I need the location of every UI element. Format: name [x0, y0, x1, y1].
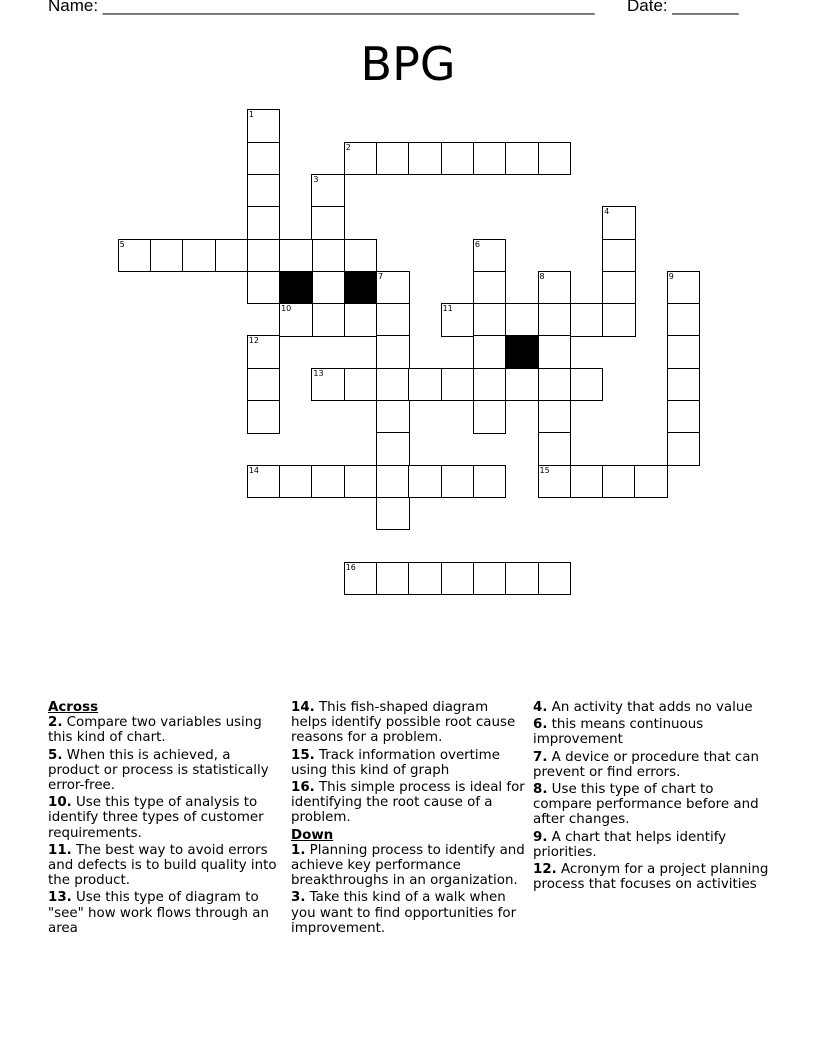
clue-number: 9: [668, 271, 674, 281]
grid-cell[interactable]: [667, 303, 701, 337]
clue-number: 2: [345, 142, 351, 152]
grid-cell[interactable]: [538, 400, 572, 434]
clue-item: [48, 795, 280, 841]
clue-number: 7: [378, 271, 384, 281]
clue-number-label: 7.: [533, 749, 548, 765]
clue-item: [533, 750, 773, 780]
grid-cell[interactable]: [344, 239, 378, 273]
clue-number: 1: [248, 110, 254, 120]
clue-number-label: 5.: [48, 747, 63, 763]
grid-cell[interactable]: [247, 400, 281, 434]
grid-cell[interactable]: [408, 562, 442, 596]
grid-cell[interactable]: [376, 142, 410, 176]
grid-cell[interactable]: [602, 303, 636, 337]
grid-cell[interactable]: [505, 142, 539, 176]
clue-item: [533, 700, 773, 715]
grid-cell[interactable]: [247, 465, 281, 499]
clue-text: The best way to avoid errors and defects is to build quality into the product.: [48, 842, 277, 889]
grid-cell[interactable]: [311, 174, 345, 208]
grid-cell[interactable]: [344, 142, 378, 176]
clue-number-label: 1.: [291, 842, 306, 858]
clue-item: [291, 890, 527, 936]
grid-cell[interactable]: [538, 142, 572, 176]
down-clue-list-continued: [533, 700, 773, 892]
grid-cell[interactable]: [667, 432, 701, 466]
grid-cell[interactable]: [634, 465, 668, 499]
clue-number: 8: [539, 271, 545, 281]
grid-cell[interactable]: [473, 335, 507, 369]
grid-cell[interactable]: [667, 335, 701, 369]
grid-cell[interactable]: [376, 562, 410, 596]
clue-text: Track information overtime using this kind of graph: [291, 747, 500, 778]
clue-number: 12: [248, 336, 259, 346]
grid-cell[interactable]: [150, 239, 184, 273]
clues-column-2: [291, 700, 527, 938]
clue-number-label: 2.: [48, 715, 63, 731]
clue-text: This simple process is ideal for identifying the root cause of a problem.: [291, 780, 525, 826]
grid-cell[interactable]: [538, 368, 572, 402]
clue-number-label: 9.: [533, 829, 548, 845]
down-heading: Down: [291, 827, 334, 843]
grid-cell[interactable]: [505, 303, 539, 337]
grid-cell[interactable]: [376, 465, 410, 499]
grid-cell[interactable]: [473, 142, 507, 176]
grid-cell[interactable]: [215, 239, 249, 273]
grid-cell[interactable]: [247, 109, 281, 143]
clue-number: 16: [345, 562, 356, 572]
grid-cell[interactable]: [311, 239, 345, 273]
clue-number-label: 11.: [48, 842, 72, 858]
grid-cell[interactable]: [667, 368, 701, 402]
clue-number: 15: [539, 465, 550, 475]
across-clue-list: [48, 715, 280, 936]
blocked-cell: [344, 271, 378, 305]
grid-cell[interactable]: [247, 335, 281, 369]
grid-cell[interactable]: [311, 465, 345, 499]
clue-number: 4: [604, 207, 610, 217]
clue-text: An activity that adds no value: [547, 700, 753, 715]
grid-cell[interactable]: [667, 400, 701, 434]
grid-cell[interactable]: [667, 271, 701, 305]
clue-text: Use this type of analysis to identify three types of customer requirements.: [48, 795, 264, 841]
grid-cell[interactable]: [311, 368, 345, 402]
grid-cell[interactable]: [376, 271, 410, 305]
clue-item: [533, 717, 773, 747]
clue-text: Acronym for a project planning process that focuses on activities: [533, 862, 769, 893]
grid-cell[interactable]: [570, 368, 604, 402]
grid-cell[interactable]: [376, 400, 410, 434]
grid-cell[interactable]: [376, 497, 410, 531]
clue-text: A chart that helps identify priorities.: [533, 829, 727, 860]
grid-cell[interactable]: [505, 562, 539, 596]
clue-number-label: 16.: [291, 780, 315, 796]
blocked-cell: [505, 335, 539, 369]
grid-cell[interactable]: [344, 368, 378, 402]
clue-text: Take this kind of a walk when you want to find opportunities for improvement.: [291, 890, 517, 936]
clue-number-label: 3.: [291, 890, 306, 906]
clue-number-label: 12.: [533, 862, 557, 878]
clue-text: Use this type of diagram to "see" how work flows through an area: [48, 890, 269, 936]
grid-cell[interactable]: [441, 465, 475, 499]
grid-cell[interactable]: [408, 142, 442, 176]
across-clue-list-continued: [291, 700, 527, 826]
clue-item: [291, 780, 527, 826]
clue-number: 11: [442, 304, 453, 314]
clue-item: [48, 715, 280, 745]
clue-item: [291, 700, 527, 746]
grid-cell[interactable]: [473, 368, 507, 402]
clue-item: [48, 843, 280, 889]
blocked-cell: [279, 271, 313, 305]
grid-cell[interactable]: [441, 368, 475, 402]
grid-cell[interactable]: [602, 271, 636, 305]
grid-cell[interactable]: [570, 465, 604, 499]
clue-text: This fish-shaped diagram helps identify possible root cause reasons for a problem.: [291, 700, 516, 746]
clue-item: [291, 843, 527, 889]
clue-item: [533, 782, 773, 828]
grid-cell[interactable]: [279, 465, 313, 499]
grid-cell[interactable]: [441, 303, 475, 337]
clue-number-label: 6.: [533, 717, 548, 733]
clue-text: When this is achieved, a product or process is statistically error-free.: [48, 747, 269, 794]
clue-number: 3: [313, 174, 319, 184]
grid-cell[interactable]: [538, 271, 572, 305]
clues-column-3: [533, 700, 773, 894]
grid-cell[interactable]: [279, 239, 313, 273]
grid-cell[interactable]: [311, 271, 345, 305]
grid-cell[interactable]: [247, 206, 281, 240]
grid-cell[interactable]: [538, 335, 572, 369]
grid-cell[interactable]: [473, 239, 507, 273]
grid-cell[interactable]: [311, 303, 345, 337]
grid-cell[interactable]: [376, 303, 410, 337]
clue-number: 6: [474, 239, 480, 249]
grid-cell[interactable]: [118, 239, 152, 273]
grid-cell[interactable]: [247, 368, 281, 402]
grid-cell[interactable]: [408, 465, 442, 499]
clue-text: this means continuous improvement: [533, 717, 704, 748]
grid-cell[interactable]: [602, 239, 636, 273]
grid-cell[interactable]: [376, 335, 410, 369]
grid-cell[interactable]: [376, 368, 410, 402]
date-field-label[interactable]: Date: _______: [627, 0, 739, 15]
clue-text: Use this type of chart to compare performance before and after changes.: [533, 782, 759, 828]
grid-cell[interactable]: [279, 303, 313, 337]
grid-cell[interactable]: [602, 206, 636, 240]
grid-cell[interactable]: [538, 562, 572, 596]
grid-cell[interactable]: [505, 368, 539, 402]
grid-cell[interactable]: [570, 303, 604, 337]
down-clue-list: [291, 843, 527, 936]
grid-cell[interactable]: [247, 174, 281, 208]
grid-cell[interactable]: [311, 206, 345, 240]
grid-cell[interactable]: [473, 271, 507, 305]
clue-number-label: 10.: [48, 795, 72, 811]
clue-item: [533, 830, 773, 860]
clue-number-label: 8.: [533, 782, 548, 798]
clue-number: 13: [313, 368, 324, 378]
grid-cell[interactable]: [602, 465, 636, 499]
grid-cell[interactable]: [344, 562, 378, 596]
grid-cell[interactable]: [473, 400, 507, 434]
clue-item: [291, 748, 527, 778]
clue-number: 5: [119, 239, 125, 249]
grid-cell[interactable]: [247, 239, 281, 273]
grid-cell[interactable]: [473, 465, 507, 499]
clue-number-label: 4.: [533, 700, 548, 715]
clue-number-label: 15.: [291, 747, 315, 763]
grid-cell[interactable]: [538, 465, 572, 499]
grid-cell[interactable]: [247, 271, 281, 305]
across-heading: Across: [48, 700, 99, 715]
grid-cell[interactable]: [182, 239, 216, 273]
grid-cell[interactable]: [473, 303, 507, 337]
grid-cell[interactable]: [344, 465, 378, 499]
grid-cell[interactable]: [247, 142, 281, 176]
clue-item: [533, 862, 773, 892]
clues-column-1: [48, 700, 280, 938]
grid-cell[interactable]: [538, 432, 572, 466]
grid-cell[interactable]: [344, 303, 378, 337]
page-title: BPG: [360, 37, 456, 91]
clue-item: [48, 890, 280, 936]
grid-cell[interactable]: [473, 562, 507, 596]
name-field-label[interactable]: Name: ____________________________________________________: [48, 0, 595, 15]
grid-cell[interactable]: [441, 562, 475, 596]
clue-number-label: 13.: [48, 890, 72, 906]
clue-item: [48, 748, 280, 794]
clue-text: Compare two variables using this kind of chart.: [48, 715, 262, 746]
grid-cell[interactable]: [408, 368, 442, 402]
grid-cell[interactable]: [538, 303, 572, 337]
clue-number-label: 14.: [291, 700, 315, 715]
clue-number: 10: [281, 304, 292, 314]
clue-number: 14: [248, 465, 259, 475]
grid-cell[interactable]: [441, 142, 475, 176]
clue-text: A device or procedure that can prevent or find errors.: [533, 749, 759, 780]
grid-cell[interactable]: [376, 432, 410, 466]
clue-text: Planning process to identify and achieve key performance breakthroughs in an organization.: [291, 842, 525, 889]
